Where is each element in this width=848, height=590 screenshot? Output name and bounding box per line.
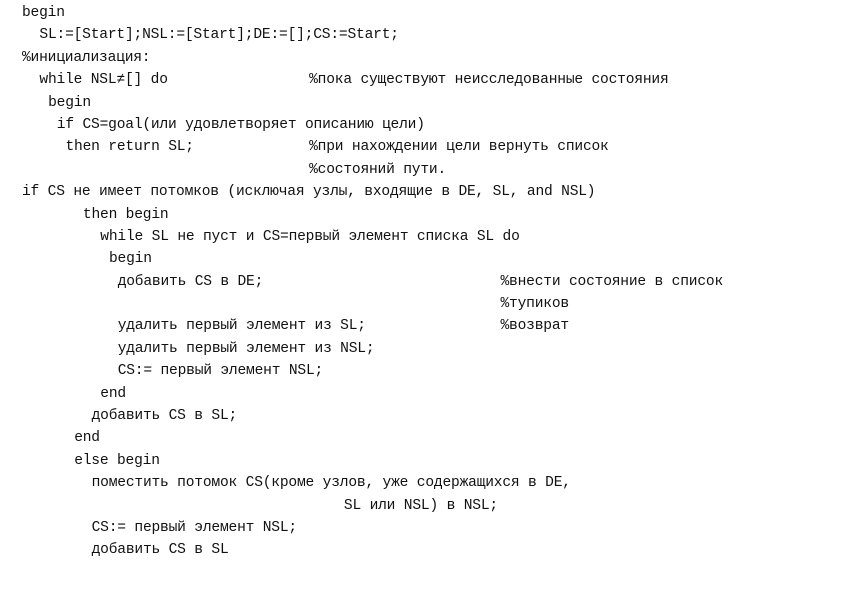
code-statement: поместить потомок CS(кроме узлов, уже содержащихся в DE,	[91, 475, 571, 492]
code-line	[22, 114, 842, 136]
code-line	[22, 47, 842, 69]
code-statement: while NSL≠[] do	[39, 72, 168, 89]
code-statement: добавить CS в SL;	[91, 408, 238, 425]
code-statement: CS:= первый элемент NSL;	[91, 519, 297, 536]
code-line	[22, 539, 842, 561]
code-line	[22, 517, 842, 539]
code-line	[22, 181, 842, 203]
code-line	[22, 383, 842, 405]
code-line	[22, 226, 842, 248]
code-line	[22, 315, 842, 337]
code-line	[22, 24, 842, 46]
code-line	[22, 248, 842, 270]
code-comment: %возврат	[500, 318, 569, 335]
code-line	[22, 293, 842, 315]
code-line	[22, 338, 842, 360]
code-statement: else begin	[74, 452, 160, 469]
code-line	[22, 69, 842, 91]
code-line	[22, 427, 842, 449]
code-statement: добавить CS в SL	[91, 542, 229, 559]
code-statement: end	[74, 430, 100, 447]
code-comment: %тупиков	[500, 296, 569, 313]
code-statement: добавить CS в DE;	[117, 273, 264, 290]
code-statement: while SL не пуст и CS=первый элемент списка SL do	[100, 228, 520, 245]
code-statement: удалить первый элемент из NSL;	[117, 340, 375, 357]
code-line	[22, 92, 842, 114]
code-statement: then return SL;	[65, 139, 194, 156]
code-line	[22, 204, 842, 226]
code-comment: SL или NSL) в NSL;	[343, 497, 498, 514]
code-statement: begin	[48, 94, 91, 111]
code-line	[22, 2, 842, 24]
code-statement: SL:=[Start];NSL:=[Start];DE:=[];CS:=Start;	[39, 27, 399, 44]
code-comment: %внести состояние в список	[500, 273, 723, 290]
code-statement: begin	[109, 251, 152, 268]
code-statement: if CS=goal(или удовлетворяет описанию цели)	[56, 116, 425, 133]
code-comment: %пока существуют неисследованные состояния	[309, 72, 669, 89]
pseudocode-listing	[22, 2, 842, 562]
code-statement: CS:= первый элемент NSL;	[117, 363, 324, 380]
code-comment: %состояний пути.	[309, 161, 447, 178]
code-comment: %при нахождении цели вернуть список	[309, 139, 609, 156]
code-line	[22, 495, 842, 517]
code-statement: if CS не имеет потомков (исключая узлы, входящие в DE, SL, and NSL)	[22, 184, 596, 201]
code-statement: удалить первый элемент из SL;	[117, 318, 366, 335]
code-line	[22, 472, 842, 494]
code-statement: end	[100, 385, 126, 402]
code-line	[22, 450, 842, 472]
code-line	[22, 159, 842, 181]
code-line	[22, 405, 842, 427]
code-line	[22, 271, 842, 293]
code-statement: begin	[22, 5, 65, 21]
code-statement: %инициализация:	[22, 49, 151, 66]
code-line	[22, 360, 842, 382]
code-line	[22, 136, 842, 158]
code-statement: then begin	[82, 206, 169, 223]
